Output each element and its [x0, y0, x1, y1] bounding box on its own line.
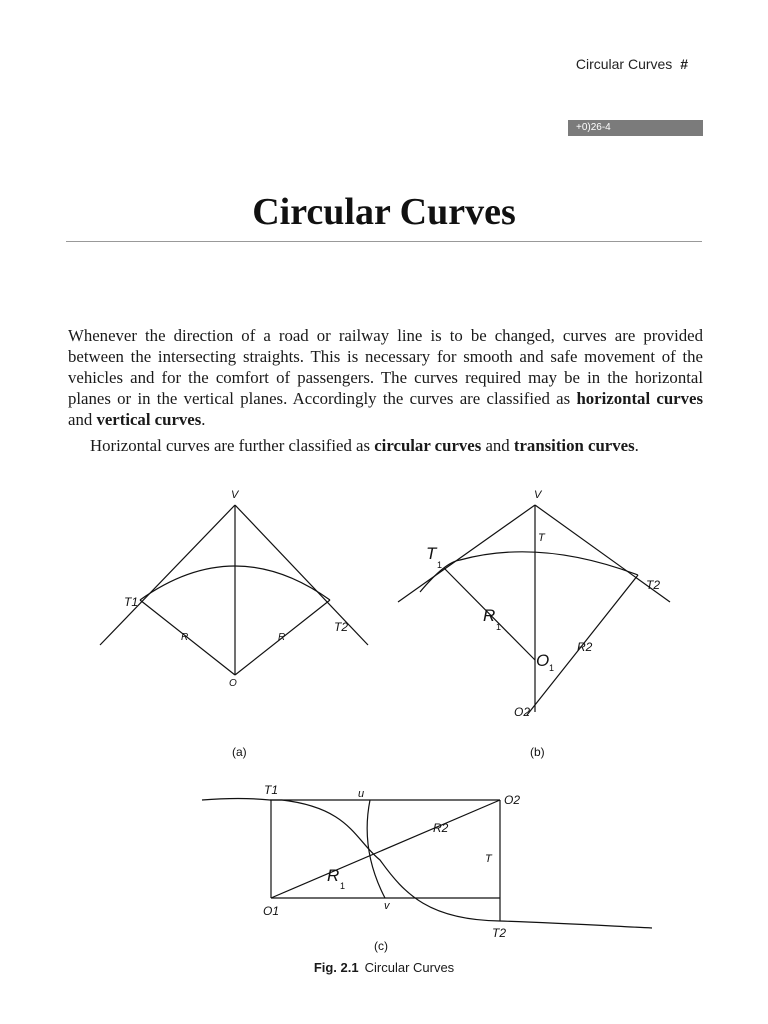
fig-a-label-v: V	[231, 489, 239, 501]
fig-c-label-r2: R2	[433, 821, 449, 835]
fig-b-caption: (b)	[530, 745, 545, 759]
fig-b-label-r1: R	[483, 606, 496, 625]
fig-c-label-r1: R	[327, 866, 340, 885]
figure-caption-text: Circular Curves	[364, 960, 455, 975]
p1-text-b: and	[68, 410, 97, 429]
chapter-number-tab: +0)26-4	[568, 120, 703, 136]
chapter-title: Circular Curves	[252, 191, 516, 233]
p1-text-c: .	[201, 410, 206, 429]
figure-b	[398, 489, 670, 759]
fig-a-label-r-right: R	[278, 632, 286, 643]
fig-b-label-o2: O2	[514, 705, 531, 719]
fig-b-label-o1: O	[536, 651, 550, 670]
fig-c-label-v: v	[384, 900, 390, 912]
running-title: Circular Curves	[575, 56, 673, 72]
fig-b-arc	[420, 552, 638, 592]
fig-a-label-t1: T1	[124, 595, 139, 609]
fig-c-label-r1-sub: 1	[340, 881, 346, 891]
fig-a-label-t2: T2	[334, 620, 349, 634]
page-number: #	[680, 56, 688, 72]
fig-b-label-t: T	[538, 532, 545, 544]
fig-c-label-t: T	[485, 853, 492, 865]
term-circular-curves: circular curves	[374, 436, 482, 455]
fig-c-label-u: u	[358, 788, 365, 800]
p2-text-c: .	[634, 436, 639, 455]
fig-c-label-o2: O2	[504, 793, 521, 807]
p1-text-a: Whenever the direction of a road or railway line is to be changed, curves are provided between the intersecting straights. This is necessary for smooth and safe movement of the vehicles and for the comfort of passengers. The curves required may be in the horizontal planes or in the vertical planes. Accordingly the curves are classified as	[68, 326, 703, 408]
fig-c-label-o1: O1	[263, 904, 280, 918]
term-horizontal-curves: horizontal curves	[576, 389, 703, 408]
fig-c-label-t1: T1	[264, 783, 279, 797]
figure-caption	[0, 960, 768, 975]
term-transition-curves: transition curves	[513, 436, 635, 455]
fig-a-caption: (a)	[232, 745, 247, 759]
fig-a-straight-left	[100, 505, 235, 645]
fig-a-label-r-left: R	[181, 632, 189, 643]
fig-c-caption: (c)	[374, 939, 388, 953]
fig-b-label-t2: T2	[646, 578, 661, 592]
p2-text-a: Horizontal curves are further classified as	[90, 436, 375, 455]
fig-c-diagonal	[271, 800, 500, 898]
fig-b-label-t1: T	[426, 544, 437, 563]
fig-a-straight-right	[235, 505, 368, 645]
fig-b-label-t1-sub: 1	[437, 560, 443, 570]
fig-b-label-o1-sub: 1	[549, 663, 555, 673]
term-vertical-curves: vertical curves	[96, 410, 202, 429]
fig-b-label-v: V	[534, 489, 542, 501]
fig-a-label-o: O	[229, 678, 237, 689]
figure-c	[202, 783, 652, 953]
figure-number: Fig. 2.1	[313, 960, 359, 975]
fig-b-straight-left	[398, 505, 535, 602]
fig-c-label-t2: T2	[492, 926, 507, 940]
p2-text-b: and	[481, 436, 514, 455]
figure-a	[100, 489, 368, 759]
fig-b-label-r2: R2	[577, 640, 593, 654]
fig-c-arc-uv	[367, 800, 385, 898]
fig-b-label-r1-sub: 1	[496, 622, 502, 632]
